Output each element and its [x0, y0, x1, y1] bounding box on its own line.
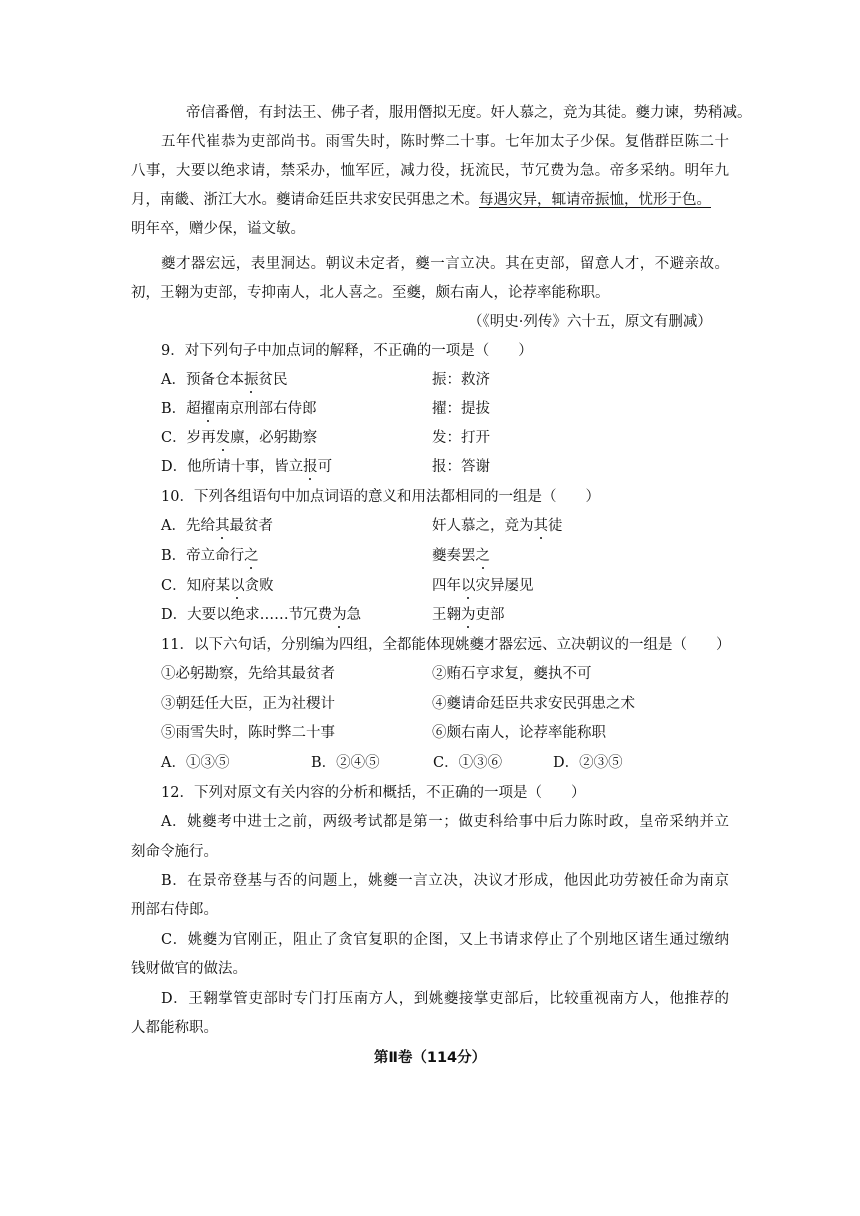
question-12-option-a: A．姚夔考中进士之前，两级考试都是第一；做吏科给事中后力陈时政，皇帝采纳并立 [161, 814, 729, 830]
emphasis-dot: 之 [475, 548, 490, 564]
exam-page: 帝信番僧，有封法王、佛子者，服用僭拟无度。奸人慕之，竞为其徒。夔力谏，势稍减。 五年代崔恭为吏部尚书。雨雪失时，陈时弊二十事。七年加太子少保。复偕群臣陈二十 八事，大要以绝求请，禁采办，恤军匠，减力役，抚流民，节冗费为急。帝多采纳。明年九 月，南畿、浙江大水。夔请命廷臣共求安民弭患之术。每遇灾异，辄请帝振恤，忧形于色。 明年卒，赠少保，谥文敏。 夔才器宏远，表里洞达。朝议未定者，夔一言立决。其在吏部，留意人才，不避亲故。 初，王翱为吏部，专抑南人，北人喜之。至夔，颇右南人，论荐率能称职。 （《明史·列传》六十五，原文有删减） 9．对下列句子中加点词的解释，不正确的一项是（ ） A．预备仓本振贫民 振：救济 B．超擢南京刑部右侍郎 擢：提拔 C．岁再发廪，必躬勘察 发：打开 D．他所请十事，皆立报可 报：答谢 10．下列各组语句中加点词语的意义和用法都相同的一组是（ ） A．先给其最贫者 奸人慕之，竞为其徒 B．帝立命行之 夔奏罢之 C．知府某以贪败 四年以灾异屡见 D．大要以绝求……节冗费为急 王翱为吏部 11．以下六句话，分别编为四组，全都能体现姚夔才器宏远、立决朝议的一组是（ ） ①必躬勘察，先给其最贫者 ②贿石亨求复，夔执不可 ③朝廷任大臣，正为社稷计 ④夔请命廷臣共求安民弭患之术 ⑤雨雪失时，陈时弊二十事 ⑥颇右南人，论荐率能称职 A．①③⑤ B．②④⑤ C．①③⑥ D．②③⑤ 12．下列对原文有关内容的分析和概括，不正确的一项是（ ） A．姚夔考中进士之前，两级考试都是第一；做吏科给事中后力陈时政，皇帝采纳并立 刻命令施行。 B．在景帝登基与否的问题上，姚夔一言立决，决议才形成，他因此功劳被任命为南京 刑部右侍郎。 C．姚夔为官刚正，阻止了贪官复职的企图，又上书请求停止了个别地区诸生通过缴纳 钱财做官的做法。 D．王翱掌管吏部时专门打压南方人，到姚夔接掌吏部后，比较重视南方人，他推荐的 人都能称职。 第Ⅱ卷（114分） [0, 0, 860, 1216]
question-9-option-c: C．岁再发廪，必躬勘察 发：打开 [161, 430, 490, 446]
emphasis-dot: 以 [230, 578, 245, 594]
question-12-option-a-cont: 刻命令施行。 [131, 844, 218, 860]
question-12-option-d-cont: 人都能称职。 [131, 1020, 218, 1036]
emphasis-dot: 为 [461, 607, 476, 623]
question-11-items-row: ③朝廷任大臣，正为社稷计 ④夔请命廷臣共求安民弭患之术 [161, 696, 635, 712]
section-title: 第Ⅱ卷（114分） [373, 1050, 487, 1066]
question-9-option-a: A．预备仓本振贫民 振：救济 [161, 372, 490, 388]
passage-line: 五年代崔恭为吏部尚书。雨雪失时，陈时弊二十事。七年加太子少保。复偕群臣陈二十 [161, 134, 729, 150]
question-11-items-row: ①必躬勘察，先给其最贫者 ②贿石亨求复，夔执不可 [161, 666, 592, 682]
emphasis-dot: 报 [303, 459, 318, 475]
question-11-stem: 11．以下六句话，分别编为四组，全都能体现姚夔才器宏远、立决朝议的一组是（ ） [161, 637, 731, 653]
passage-line: 夔才器宏远，表里洞达。朝议未定者，夔一言立决。其在吏部，留意人才，不避亲故。 [161, 256, 729, 272]
passage-line: 初，王翱为吏部，专抑南人，北人喜之。至夔，颇右南人，论荐率能称职。 [131, 285, 610, 301]
emphasis-dot: 以 [461, 578, 476, 594]
question-10-option-c: C．知府某以贪败 四年以灾异屡见 [161, 578, 534, 594]
question-12-option-b-cont: 刑部右侍郎。 [131, 902, 218, 918]
question-12-option-c: C．姚夔为官刚正，阻止了贪官复职的企图，又上书请求停止了个别地区诸生通过缴纳 [161, 932, 729, 948]
underlined-sentence: 每遇灾异，辄请帝振恤，忧形于色。 [479, 192, 711, 208]
question-12-option-d: D．王翱掌管吏部时专门打压南方人，到姚夔接掌吏部后，比较重视南方人，他推荐的 [161, 991, 729, 1007]
question-9-option-d: D．他所请十事，皆立报可 报：答谢 [161, 459, 490, 475]
question-12-option-b: B．在景帝登基与否的问题上，姚夔一言立决，决议才形成，他因此功劳被任命为南京 [161, 873, 729, 889]
question-12-stem: 12．下列对原文有关内容的分析和概括，不正确的一项是（ ） [161, 785, 586, 801]
question-9-option-b: B．超擢南京刑部右侍郎 擢：提拔 [161, 401, 490, 417]
emphasis-dot: 振 [243, 372, 259, 388]
passage-line: 帝信番僧，有封法王、佛子者，服用僭拟无度。奸人慕之，竞为其徒。夔力谏，势稍减。 [186, 105, 752, 121]
passage-line: 明年卒，赠少保，谥文敏。 [131, 221, 305, 237]
question-10-option-a: A．先给其最贫者 奸人慕之，竞为其徒 [161, 518, 563, 534]
question-12-option-c-cont: 钱财做官的做法。 [131, 961, 247, 977]
emphasis-dot: 为 [332, 607, 347, 623]
emphasis-dot: 擢 [200, 401, 216, 417]
passage-line: 月，南畿、浙江大水。夔请命廷臣共求安民弭患之术。每遇灾异，辄请帝振恤，忧形于色。 [131, 192, 711, 208]
passage-line: 八事，大要以绝求请，禁采办，恤军匠，减力役，抚流民，节冗费为急。帝多采纳。明年九 [131, 163, 729, 179]
question-11-items-row: ⑤雨雪失时，陈时弊二十事 ⑥颇右南人，论荐率能称职 [161, 725, 606, 741]
question-10-option-d: D．大要以绝求……节冗费为急 王翱为吏部 [161, 607, 505, 623]
emphasis-dot: 之 [244, 548, 259, 564]
question-9-stem: 9．对下列句子中加点词的解释，不正确的一项是（ ） [161, 343, 533, 359]
passage-source: （《明史·列传》六十五，原文有删减） [468, 314, 712, 330]
question-10-stem: 10．下列各组语句中加点词语的意义和用法都相同的一组是（ ） [161, 489, 600, 505]
emphasis-dot: 其 [533, 518, 548, 534]
question-10-option-b: B．帝立命行之 夔奏罢之 [161, 548, 490, 564]
emphasis-dot: 发 [215, 430, 231, 446]
emphasis-dot: 其 [214, 518, 230, 534]
